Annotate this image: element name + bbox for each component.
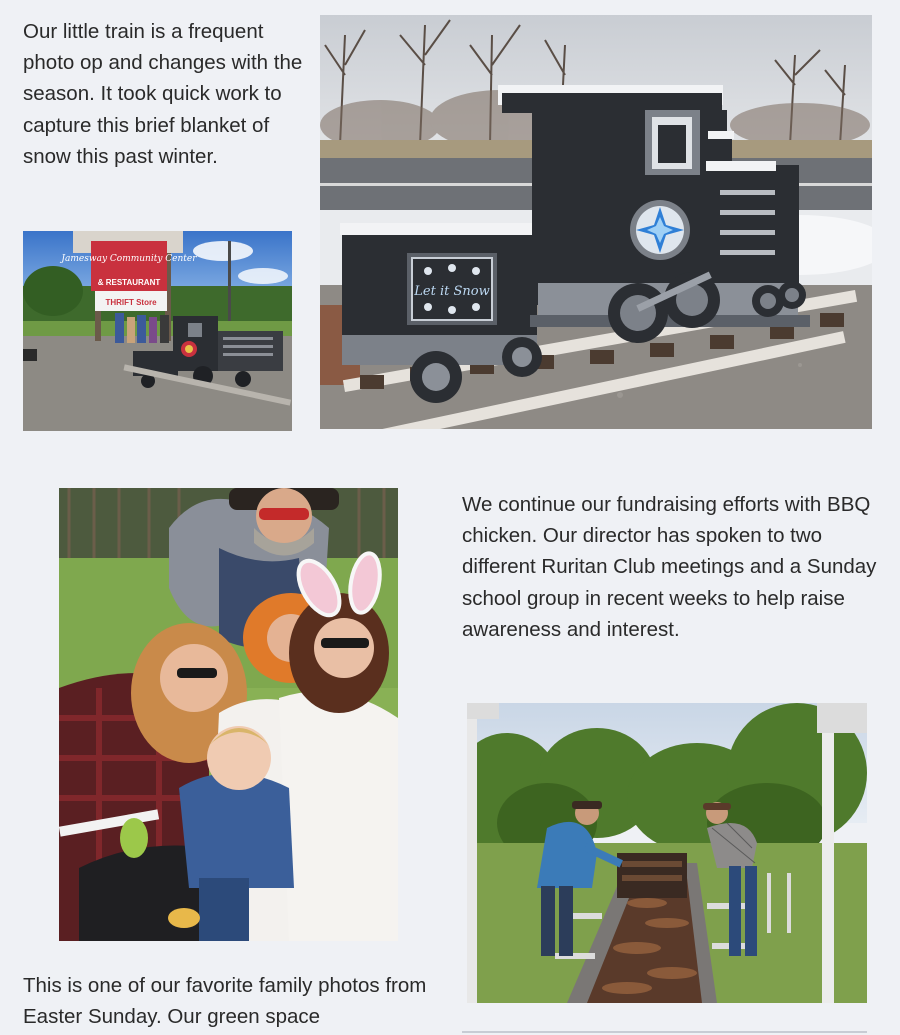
sign-script-text: Jamesway Community Center [61,254,197,264]
easter-family-photo [59,488,398,941]
section-divider [462,1031,867,1033]
bbq-chicken-photo [467,703,867,1003]
community-center-sign-photo [23,231,292,431]
tender-plaque-text: Let it Snow [414,284,490,299]
bbq-caption: We continue our fundraising efforts with BBQ chicken. Our director has spoken to two different Ruritan Club meetings and a Sunday school group in recent weeks to help raise awareness and interest. [462,493,877,641]
snowy-train-photo [320,15,872,429]
easter-caption: This is one of our favorite family photos from Easter Sunday. Our green space [23,974,427,1029]
sign-restaurant-text: & RESTAURANT [97,278,161,287]
train-caption: Our little train is a frequent photo op and changes with the season. It took quick work to capture this brief blanket of snow this past winter. [23,20,303,168]
sign-thrift-text: THRIFT Store [105,298,157,307]
